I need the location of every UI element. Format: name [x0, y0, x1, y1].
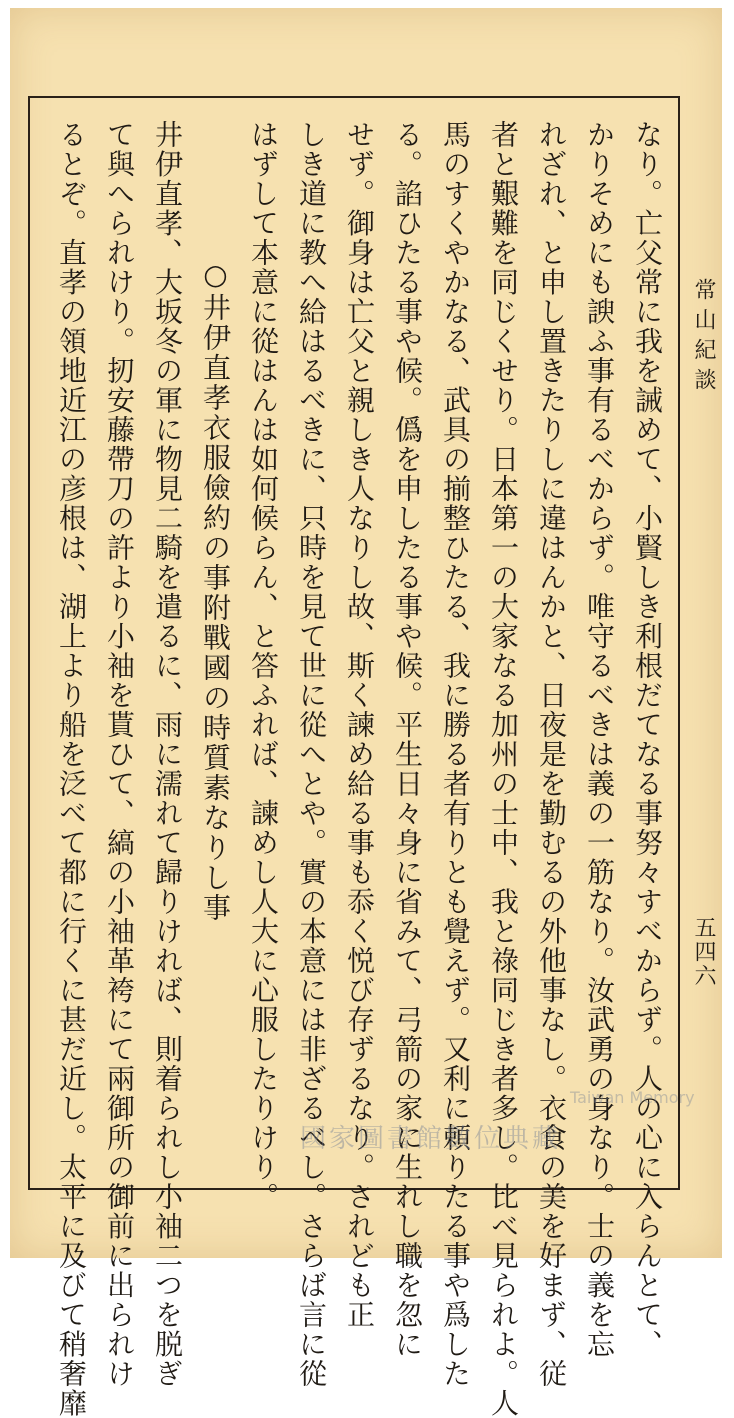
text-column: れざれ、と申し置きたりしに違はんかと、日夜是を勤むるの外他事なし。衣食の美を好まず、従 [535, 120, 568, 1389]
text-column: しき道に教へ給はるべきに、只時を見て世に從へとや。實の本意には非ざるべし。さらば言に從 [295, 120, 328, 1389]
section-heading: ○井伊直孝衣服儉約の事附戰國の時質素なりし事 [199, 258, 232, 923]
text-column: て與へられけり。扨安藤帶刀の許より小袖を貰ひて、縞の小袖革袴にて兩御所の御前に出られけ [103, 120, 136, 1389]
text-column: かりそめにも諛ふ事有るべからず。唯守るべきは義の一筋なり。汝武勇の身なり。士の義を忘 [583, 120, 616, 1359]
text-column: なり。亡父常に我を誡めて、小賢しき利根だてなる事努々すべからず。人の心に入らんとて、 [631, 120, 664, 1359]
text-column: るとぞ。直孝の領地近江の彦根は、湖上より船を泛べて都に行くに甚だ近し。太平に及びて稍奢靡 [55, 120, 88, 1418]
watermark-subtext: Taiwan Memory [570, 1088, 695, 1107]
text-column: 馬のすくやかなる、武具の揃整ひたる、我に勝る者有りとも覺えず。又利に頼りたる事や爲した [439, 120, 472, 1389]
page-number: 五四六 [691, 916, 716, 988]
watermark-text: 國家圖書館數位典藏 [300, 1124, 562, 1154]
text-frame [28, 96, 680, 1418]
text-column: 者と艱難を同じくせり。日本第一の大家なる加州の士中、我と祿同じき者多し。比べ見られよ。人 [487, 120, 520, 1418]
text-column: 井伊直孝、大坂冬の軍に物見二騎を遣るに、雨に濡れて歸りければ、則着られし小袖二つを脱ぎ [151, 120, 184, 1389]
text-column: る。諂ひたる事や候。僞を申したる事や候。平生日々身に省みて、弓箭の家に生れし職を忽に [391, 120, 424, 1359]
text-column: せず。御身は亡父と親しき人なりし故、斯く諫め給る事も忝く悦び存ずるなり。されども正 [343, 120, 376, 1330]
text-column: はずして本意に從はんは如何候らん、と答ふれば、諫めし人大に心服したりけり。 [247, 120, 280, 1212]
book-page [10, 8, 722, 1418]
running-title: 常山紀談 [691, 278, 716, 398]
